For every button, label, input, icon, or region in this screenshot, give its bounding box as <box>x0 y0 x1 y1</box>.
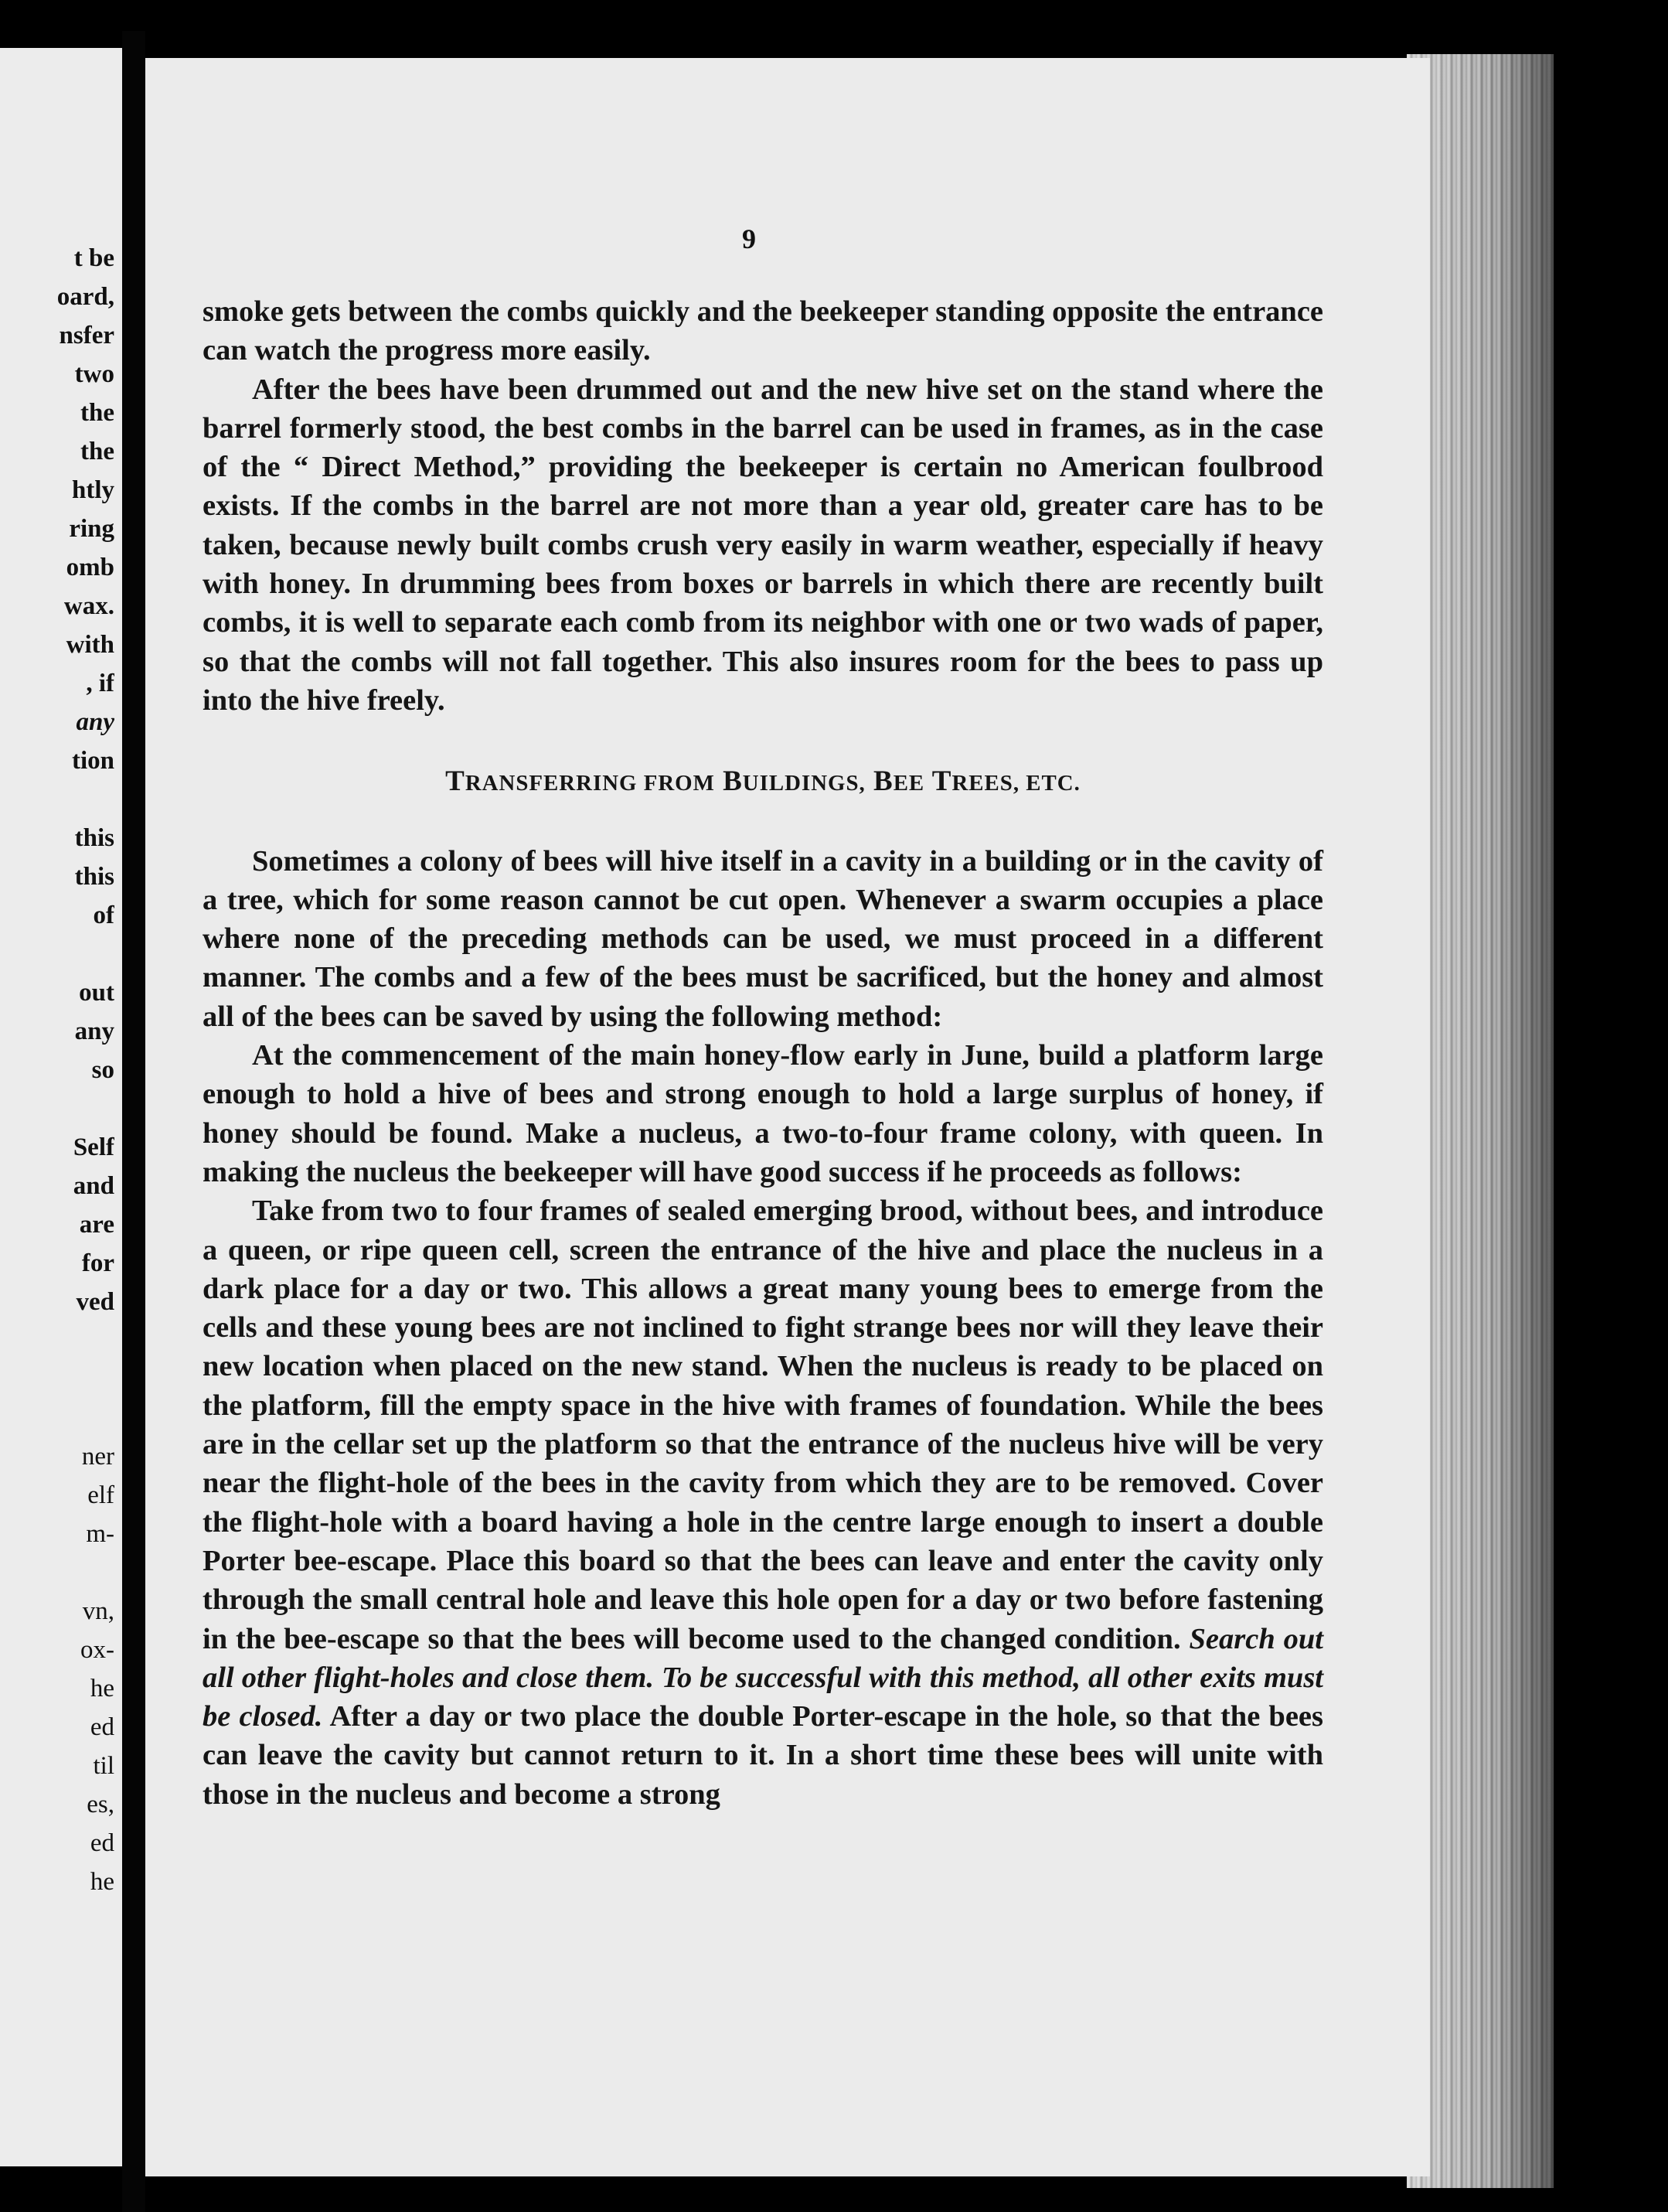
paragraph-take-frames <box>203 1191 1323 1814</box>
facing-page-fragment-line: htly <box>71 476 114 504</box>
paragraph-combs: After the bees have been drummed out and the new hive set on the stand where the barrel formerly stood, the best combs in the barrel can be used in frames, as in the case of the “ Direct Method,” providing the beekeeper is certain no American foulbrood exists. If the combs in the barrel are not more than a year old, greater care has to be taken, because newly built combs crush very easily in warm weather, especially if heavy with honey. In drumming bees from boxes or barrels in which there are recently built combs, it is well to separate each comb from its neighbor with one or two wads of paper, so that the combs will not fall together. This also insures room for the bees to pass up into the hive freely. <box>203 373 1323 717</box>
facing-page-fragment-line: are <box>79 1211 114 1239</box>
heading-initial-2: B <box>723 765 743 798</box>
heading-initial-4: T <box>931 765 952 798</box>
facing-page-fragment-line: so <box>91 1056 114 1084</box>
facing-page-fragment-line: wax. <box>63 592 114 620</box>
paragraph-continued: smoke gets between the combs quickly and the beekeeper standing opposite the entrance can watch the progress more easily. <box>203 295 1323 367</box>
facing-page-fragment-line: m- <box>86 1520 114 1548</box>
facing-page-fragment-line: with <box>66 631 114 659</box>
facing-page-fragment-line: vn, <box>82 1597 114 1625</box>
facing-page-fragment-line: elf <box>87 1481 114 1509</box>
facing-page-fragment-line: ed <box>90 1713 114 1741</box>
facing-page-fragment-line: any <box>76 708 114 736</box>
facing-page-fragment-line: the <box>80 399 114 427</box>
facing-page-fragment-line: tion <box>71 747 114 775</box>
facing-page-fragment-line: he <box>90 1675 114 1702</box>
facing-page-fragment-line: for <box>81 1249 114 1277</box>
paragraph-commencement: At the commencement of the main honey-flow early in June, build a platform large enough to hold a hive of bees and strong enough to hold a large surplus of honey, if honey should be found. Make a nucleus, a two-to-four frame colony, with queen. In making the nucleus the beekeeper will have good success if he proceeds as follows: <box>203 1039 1323 1188</box>
facing-page-fragment-line: and <box>73 1172 114 1200</box>
facing-page-fragment-line: ring <box>69 515 114 543</box>
facing-page-fragment-line: Self <box>73 1133 114 1161</box>
facing-page-fragment-line: he <box>90 1868 114 1896</box>
facing-page-fragment-line: this <box>74 824 114 852</box>
facing-page-fragment-line: ner <box>81 1443 114 1471</box>
facing-page-fragment-line: es, <box>87 1791 114 1818</box>
paragraph-take-frames-text: Take from two to four frames of sealed emerging brood, without bees, and introduce a queen, or ripe queen cell, screen the entrance of the hive and place the nucleus in a dark place for a day or two. This allows a great many young bees to emerge from the cells and these young bees are not inclined to fight strange bees nor will they leave their new location when placed on the new stand. When the nucleus is ready to be placed on the platform, fill the empty space in the hive with frames of foundation. While the bees are in the cellar set up the platform so that the entrance of the nucleus hive will be very near the flight-hole of the bees in the cavity from which they are to be removed. Cover the flight-hole with a board having a hole in the centre large enough to insert a double Porter bee-escape. Place this board so that the bees can leave and enter the cavity only through the small central hole and leave this hole open for a day or two before fastening in the bee-escape so that the bees will become used to the changed condition. <box>203 1195 1323 1655</box>
heading-rest-1: RANSFERRING FROM <box>465 771 715 796</box>
facing-page-fragment-line: , if <box>86 670 114 697</box>
facing-page-fragment-line: of <box>93 902 114 929</box>
italic-instruction: Search out all other flight-holes and close them. To be successful with this method, all other exits must be closed. <box>203 1622 1324 1733</box>
facing-page-fragment-line: til <box>93 1752 114 1780</box>
paragraph-sometimes: Sometimes a colony of bees will hive itself in a cavity in a building or in the cavity of a tree, which for some reason cannot be cut open. Whenever a swarm occupies a place where none of the preceding methods can be used, we must proceed in a different manner. The combs and a few of the bees must be sacrificed, but the honey and almost all of the bees can be saved by using the following method: <box>203 844 1323 1033</box>
book-gutter <box>122 31 145 2212</box>
facing-page-fragment-line: the <box>80 438 114 465</box>
heading-initial-3: B <box>873 765 894 798</box>
facing-page-fragment-line: ved <box>76 1288 114 1316</box>
facing-page-fragment-line: this <box>74 863 114 891</box>
heading-initial-1: T <box>445 765 465 798</box>
facing-page-fragment-line: ed <box>90 1829 114 1857</box>
facing-page-fragment-line: t be <box>73 244 114 272</box>
page-body <box>203 292 1323 1814</box>
heading-rest-2: UILDINGS, <box>742 771 866 796</box>
facing-page-fragment-line: two <box>74 360 114 388</box>
facing-page-fragment <box>0 48 122 2166</box>
facing-page-fragment-line: nsfer <box>59 322 114 349</box>
facing-page-fragment-line: any <box>74 1017 114 1045</box>
facing-page-fragment-line: out <box>79 979 114 1007</box>
facing-page-fragment-line: oard, <box>56 283 114 311</box>
heading-rest-3: EE <box>893 771 925 796</box>
page-number: 9 <box>742 223 756 254</box>
section-heading <box>203 762 1323 803</box>
heading-rest-4: REES, ETC. <box>951 771 1081 796</box>
facing-page-fragment-line: omb <box>66 554 114 581</box>
facing-page-fragment-line: ox- <box>80 1636 114 1664</box>
paragraph-take-frames-tail: After a day or two place the double Porter-escape in the hole, so that the bees can leave the cavity but cannot return to it. In a short time these bees will unite with those in the nucleus and become a strong <box>203 1700 1323 1811</box>
